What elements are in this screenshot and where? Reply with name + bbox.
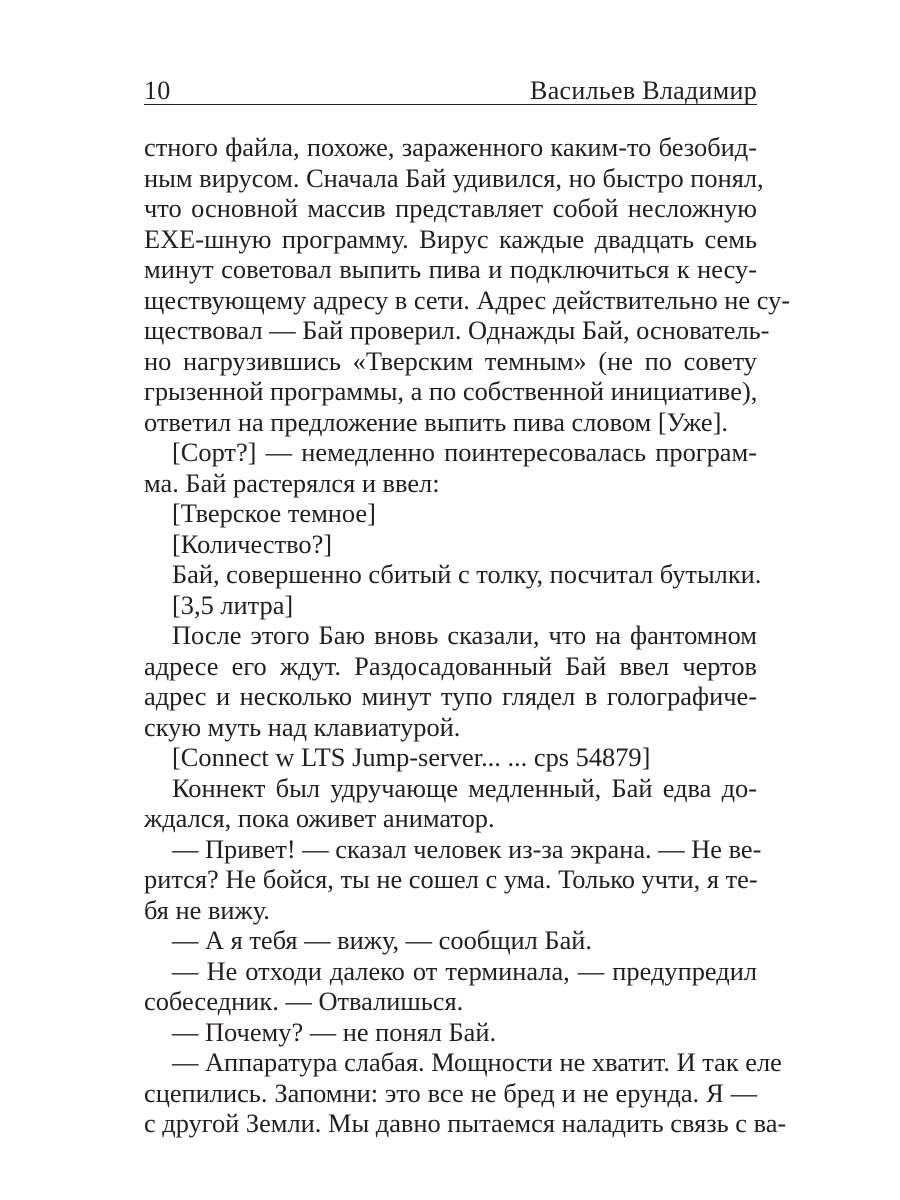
text-line: адрес и несколько минут тупо глядел в голографиче- bbox=[144, 681, 757, 711]
text-line: ма. Бай растерялся и ввел: bbox=[144, 467, 440, 498]
text-line: стного файла, похоже, зараженного каким-то безобид- bbox=[144, 132, 757, 162]
text-line: [3,5 литра] bbox=[172, 589, 294, 620]
text-line: После этого Баю вновь сказали, что на фантомном bbox=[172, 620, 757, 650]
text-line: Коннект был удручающе медленный, Бай едва до- bbox=[172, 772, 757, 803]
text-line: [Connect w LTS Jump-server... ... cps 54879] bbox=[172, 742, 651, 772]
text-line: минут советовал выпить пива и подключиться к несу- bbox=[144, 254, 757, 284]
text-line: ществующему адресу в сети. Адрес действительно не су- bbox=[144, 284, 791, 315]
text-line: с другой Земли. Мы давно пытаемся наладить связь с ва- bbox=[144, 1108, 787, 1138]
text-line: — Не отходи далеко от терминала, — предупредил bbox=[172, 955, 757, 986]
text-line: ждался, пока оживет аниматор. bbox=[144, 803, 495, 833]
author-name: Васильев Владимир bbox=[530, 76, 757, 105]
text-line: что основной массив представляет собой несложную bbox=[144, 193, 757, 223]
text-line: грызенной программы, а по собственной инициативе), bbox=[144, 376, 758, 406]
text-line: EXE-шную программу. Вирус каждые двадцать семь bbox=[144, 223, 757, 254]
text-line: — Аппаратура слабая. Мощности не хватит. И так еле bbox=[172, 1047, 782, 1077]
body-text bbox=[144, 132, 791, 1139]
text-line: ществовал — Бай проверил. Однажды Бай, основатель- bbox=[144, 315, 770, 345]
text-line: ответил на предложение выпить пива словом [Уже]. bbox=[144, 406, 728, 437]
text-line: рится? Не бойся, ты не сошел с ума. Только учти, я те- bbox=[144, 864, 758, 894]
text-line: ным вирусом. Сначала Бай удивился, но быстро понял, bbox=[144, 162, 764, 193]
text-line: [Тверское темное] bbox=[172, 498, 376, 528]
text-line: — Почему? — не понял Бай. bbox=[172, 1016, 497, 1047]
text-line: сцепились. Запомни: это все не бред и не ерунда. Я — bbox=[144, 1077, 757, 1108]
text-line: адресе его ждут. Раздосадованный Бай ввел чертов bbox=[144, 650, 757, 681]
page-number: 10 bbox=[144, 76, 171, 105]
text-line: скую муть над клавиатурой. bbox=[144, 711, 461, 742]
text-line: — А я тебя — вижу, — сообщил Бай. bbox=[172, 925, 593, 955]
text-line: бя не вижу. bbox=[144, 894, 270, 925]
text-line: [Сорт?] — немедленно поинтересовалась програм- bbox=[172, 437, 757, 467]
running-head bbox=[144, 70, 757, 106]
text-line: но нагрузившись «Тверским темным» (не по совету bbox=[144, 345, 757, 376]
text-line: — Привет! — сказал человек из-за экрана. — Не ве- bbox=[172, 833, 762, 864]
text-line: собеседник. — Отвалишься. bbox=[144, 986, 464, 1016]
text-line: Бай, совершенно сбитый с толку, посчитал бутылки. bbox=[172, 559, 762, 589]
header-rule bbox=[144, 104, 757, 105]
text-line: [Количество?] bbox=[172, 528, 333, 559]
